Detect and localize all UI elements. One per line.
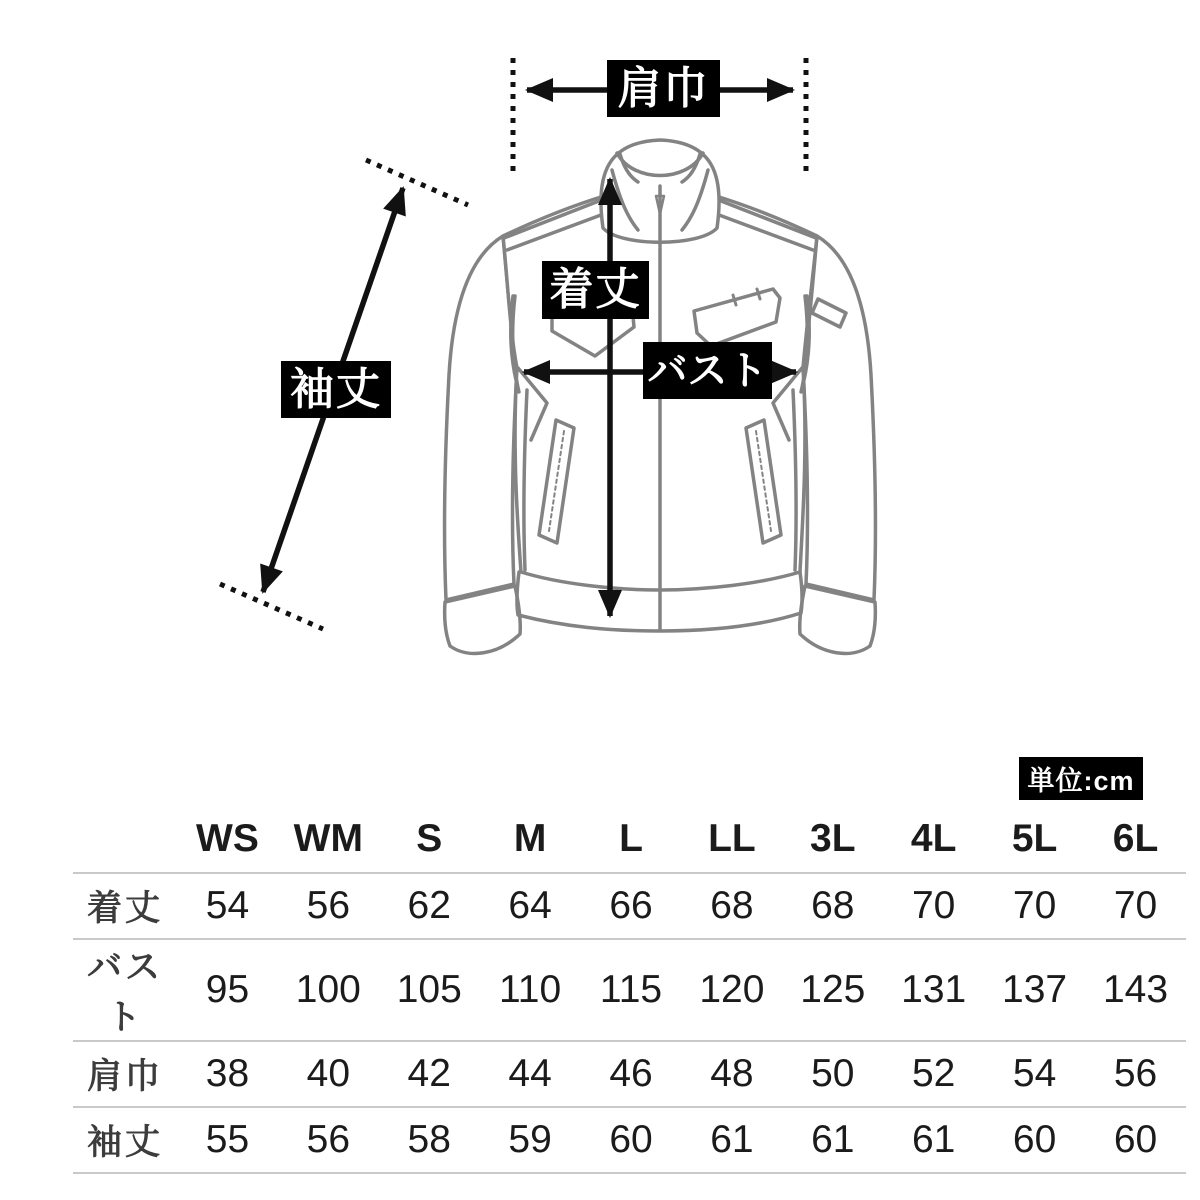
sleeve-guide-top xyxy=(366,160,468,205)
measurement-value: 70 xyxy=(1113,884,1158,927)
size-column-header: M xyxy=(513,817,547,860)
measurement-value: 70 xyxy=(1012,884,1057,927)
measurement-value: 100 xyxy=(295,968,361,1011)
measurement-value: 56 xyxy=(306,1118,351,1161)
measurement-value: 137 xyxy=(1002,968,1068,1011)
measurement-value: 110 xyxy=(499,968,562,1011)
size-column-header: 5L xyxy=(1011,817,1058,860)
measurement-value: 105 xyxy=(396,968,462,1011)
size-column-header: S xyxy=(416,817,443,860)
size-column-header: 3L xyxy=(810,817,856,860)
measurement-value: 56 xyxy=(1113,1052,1158,1095)
measurement-value: 66 xyxy=(609,884,653,927)
measurement-value: 44 xyxy=(508,1052,552,1095)
measurement-value: 50 xyxy=(811,1052,855,1095)
measurement-value: 61 xyxy=(911,1118,956,1161)
measurement-value: 55 xyxy=(205,1118,250,1161)
size-table xyxy=(73,806,1186,1174)
measurement-value: 64 xyxy=(508,884,552,927)
measurement-value: 38 xyxy=(205,1052,250,1095)
sleeve-length-label: 袖丈 xyxy=(281,361,391,418)
measurement-row-label: 袖丈 xyxy=(86,1123,163,1162)
measurement-value: 115 xyxy=(599,968,663,1011)
measurement-value: 54 xyxy=(1012,1052,1057,1095)
measurement-value: 60 xyxy=(1012,1118,1057,1161)
size-column-header: L xyxy=(619,817,643,860)
measurement-value: 62 xyxy=(407,884,451,927)
measurement-value: 120 xyxy=(699,968,765,1011)
size-table-row xyxy=(73,1107,1186,1173)
measurement-value: 131 xyxy=(901,968,967,1011)
measurement-value: 61 xyxy=(811,1118,855,1161)
size-table-header-row xyxy=(73,806,1186,873)
measurement-value: 52 xyxy=(911,1052,956,1095)
right-sleeve xyxy=(803,236,875,600)
measurement-row-label: バスト xyxy=(86,948,163,1037)
bust-label: バスト xyxy=(643,342,772,399)
size-table-row xyxy=(73,873,1186,939)
measurement-value: 61 xyxy=(710,1118,754,1161)
measurement-row-label: 着丈 xyxy=(86,889,163,928)
size-column-header: WS xyxy=(196,817,259,860)
measurement-value: 58 xyxy=(407,1118,451,1161)
measurement-value: 68 xyxy=(811,884,855,927)
measurement-value: 95 xyxy=(205,968,250,1011)
measurement-row-label: 肩巾 xyxy=(86,1057,163,1096)
body-length-label: 着丈 xyxy=(542,261,649,319)
shoulder-width-label: 肩巾 xyxy=(607,60,720,117)
measurement-value: 42 xyxy=(407,1052,451,1095)
measurement-value: 60 xyxy=(1113,1118,1158,1161)
measurement-value: 70 xyxy=(911,884,956,927)
measurement-value: 56 xyxy=(306,884,351,927)
measurement-value: 54 xyxy=(205,884,250,927)
measurement-value: 60 xyxy=(609,1118,653,1161)
size-column-header: 6L xyxy=(1112,817,1159,860)
size-table-row xyxy=(73,939,1186,1041)
measurement-value: 40 xyxy=(306,1052,351,1095)
measurement-value: 48 xyxy=(710,1052,754,1095)
size-table-corner xyxy=(73,806,177,873)
measurement-value: 68 xyxy=(710,884,754,927)
size-column-header: WM xyxy=(293,817,363,860)
size-table-row xyxy=(73,1041,1186,1107)
measurement-value: 125 xyxy=(800,968,866,1011)
unit-badge: 単位:cm xyxy=(1019,757,1143,800)
size-column-header: LL xyxy=(708,817,756,860)
measurement-value: 46 xyxy=(609,1052,653,1095)
measurement-value: 143 xyxy=(1102,968,1169,1011)
measurement-value: 59 xyxy=(508,1118,552,1161)
sleeve-guide-bottom xyxy=(220,584,323,629)
size-column-header: 4L xyxy=(910,817,957,860)
